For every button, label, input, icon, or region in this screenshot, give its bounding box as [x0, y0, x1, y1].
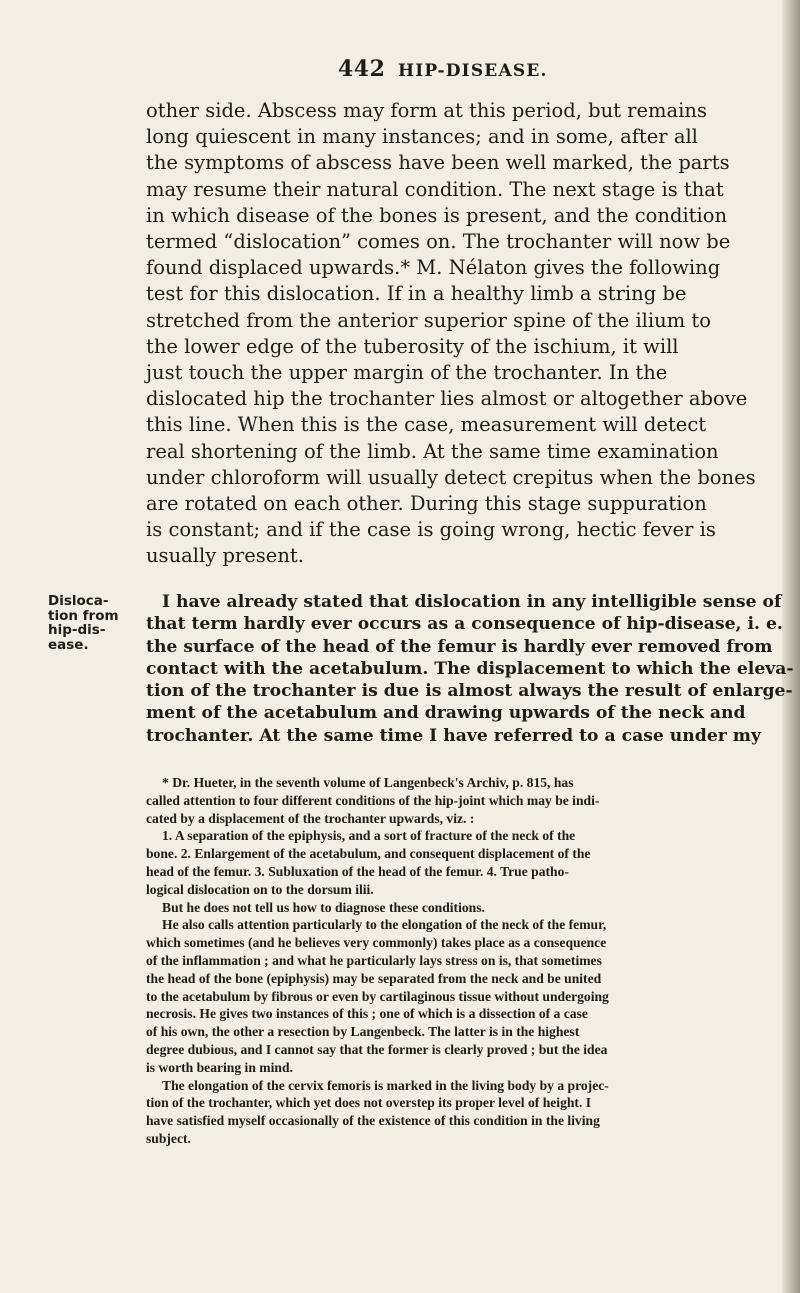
page-number: 442 — [338, 56, 386, 82]
footnote-line: of his own, the other a resection by Langenbeck. The latter is in the highest — [146, 1024, 580, 1040]
main-paragraph — [146, 98, 790, 570]
text-line: in which disease of the bones is present, and the condition — [146, 203, 728, 227]
text-line: under chloroform will usually detect crepitus when the bones — [146, 465, 756, 489]
footnote-line: logical dislocation on to the dorsum ilii. — [146, 881, 374, 897]
page-header — [0, 56, 800, 86]
text-line: just touch the upper margin of the trochanter. In the — [146, 361, 668, 385]
footnote-line: He also calls attention particularly to the elongation of the neck of the femur, — [162, 917, 607, 933]
text-line: ment of the acetabulum and drawing upwards of the neck and — [146, 703, 746, 724]
text-line: the symptoms of abscess have been well marked, the parts — [146, 151, 730, 175]
footnote-line: called attention to four different conditions of the hip-joint which may be indi- — [146, 792, 600, 808]
margin-note — [48, 594, 140, 652]
footnote-line: subject. — [146, 1130, 191, 1146]
margin-note-line: ease. — [48, 636, 89, 653]
footnote-line: of the inflammation ; and what he particularly lays stress on is, that sometimes — [146, 952, 602, 968]
footnote-line: is worth bearing in mind. — [146, 1059, 293, 1075]
text-line: are rotated on each other. During this stage suppuration — [146, 492, 707, 516]
margin-note-line: hip-dis- — [48, 622, 106, 638]
text-line: trochanter. At the same time I have referred to a case under my — [146, 725, 761, 746]
text-line: stretched from the anterior superior spine of the ilium to — [146, 308, 711, 332]
text-line: usually present. — [146, 544, 304, 568]
text-line: that term hardly ever occurs as a consequence of hip-disease, i. e. — [146, 614, 783, 635]
running-head: HIP-DISEASE. — [398, 61, 548, 81]
footnote-line: necrosis. He gives two instances of this ; one of which is a dissection of a case — [146, 1006, 588, 1022]
text-line: termed “dislocation” comes on. The trochanter will now be — [146, 230, 731, 254]
text-line: test for this dislocation. If in a healthy limb a string be — [146, 282, 687, 306]
footnote-line: tion of the trochanter, which yet does not overstep its proper level of height. I — [146, 1095, 592, 1111]
footnote-line: * Dr. Hueter, in the seventh volume of Langenbeck's Archiv, p. 815, has — [162, 775, 574, 790]
footnote-line: But he does not tell us how to diagnose these conditions. — [162, 899, 485, 915]
footnote-line: the head of the bone (epiphysis) may be separated from the neck and be united — [146, 970, 602, 986]
text-line: real shortening of the limb. At the same time examination — [146, 439, 719, 463]
text-line: may resume their natural condition. The next stage is that — [146, 177, 724, 201]
text-line: this line. When this is the case, measurement will detect — [146, 413, 707, 437]
text-line: the lower edge of the tuberosity of the ischium, it will — [146, 334, 679, 358]
text-line: I have already stated that dislocation in any intelligible sense of — [162, 592, 782, 612]
footnote-line: bone. 2. Enlargement of the acetabulum, and consequent displacement of the — [146, 846, 591, 862]
margin-note-line: tion from — [48, 607, 119, 624]
text-line: the surface of the head of the femur is hardly ever removed from — [146, 636, 773, 657]
text-line: other side. Abscess may form at this period, but remains — [146, 99, 707, 122]
footnote-line: cated by a displacement of the trochanter upwards, viz. : — [146, 810, 475, 826]
text-line: long quiescent in many instances; and in some, after all — [146, 125, 698, 149]
footnote-line: head of the femur. 3. Subluxation of the head of the femur. 4. True patho- — [146, 863, 569, 879]
footnote — [146, 774, 790, 1148]
dislocation-paragraph — [146, 591, 794, 747]
footnote-line: to the acetabulum by fibrous or even by cartilaginous tissue without undergoing — [146, 988, 609, 1004]
footnote-line: have satisfied myself occasionally of the existence of this condition in the living — [146, 1113, 600, 1129]
footnote-line: which sometimes (and he believes very commonly) takes place as a consequence — [146, 935, 607, 951]
text-line: tion of the trochanter is due is almost always the result of enlarge- — [146, 681, 793, 702]
text-line: is constant; and if the case is going wrong, hectic fever is — [146, 518, 716, 542]
footnote-line: The elongation of the cervix femoris is marked in the living body by a projec- — [162, 1077, 609, 1093]
text-line: found displaced upwards.* M. Nélaton gives the following — [146, 256, 721, 280]
footnote-line: 1. A separation of the epiphysis, and a sort of fracture of the neck of the — [162, 828, 576, 844]
text-line: dislocated hip the trochanter lies almost or altogether above — [146, 387, 748, 411]
footnote-line: degree dubious, and I cannot say that the former is clearly proved ; but the idea — [146, 1041, 608, 1057]
text-line: contact with the acetabulum. The displacement to which the eleva- — [146, 658, 794, 679]
margin-note-line: Disloca- — [48, 593, 109, 609]
